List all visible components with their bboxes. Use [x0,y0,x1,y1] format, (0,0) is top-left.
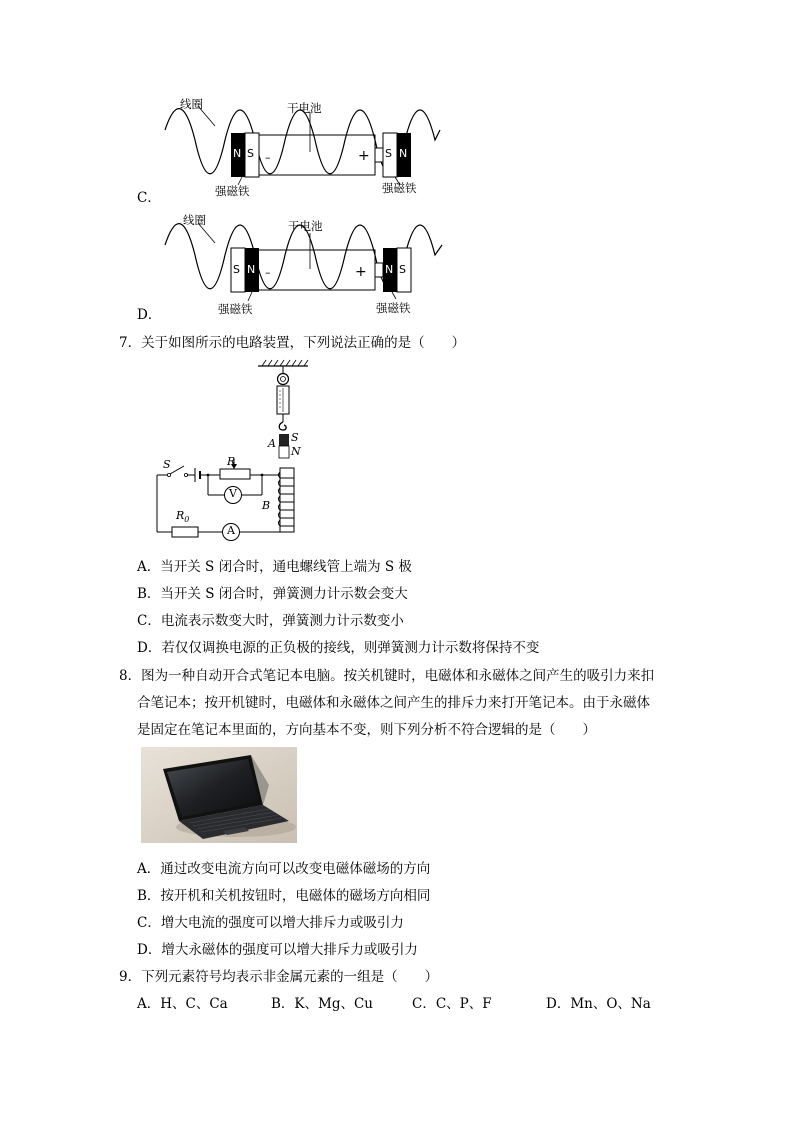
magnet-label-right-c: 强磁铁 [382,181,417,195]
q7-label-n: N [291,445,301,458]
q7-label-r: R [227,455,236,468]
minus-c: – [265,151,271,164]
q7-option-b: B．当开关 S 闭合时，弹簧测力计示数会变大 [137,586,408,602]
q8-option-a: A．通过改变电流方向可以改变电磁体磁场的方向 [137,861,431,877]
right-magnet-n-c: N [399,147,408,160]
q8-stem-line1: 8．图为一种自动开合式笔记本电脑。按关机键时，电磁体和永磁体之间产生的吸引力来扣 [119,668,655,684]
battery-label-c: 干电池 [287,101,322,115]
q9-stem: 9．下列元素符号均表示非金属元素的一组是（ ） [119,969,439,985]
q9-option-b: B．K、Mg、Cu [271,996,373,1012]
q7-label-r0-main: R [176,509,185,522]
coil-label-d: 线圈 [183,213,206,227]
q8-option-c: C．增大电流的强度可以增大排斥力或吸引力 [137,915,404,931]
option-d-label: D． [137,307,162,323]
q7-label-s-switch: S [163,458,171,471]
option-c-label: C． [137,190,161,206]
q7-ammeter-a: A [227,524,235,537]
left-magnet-n-d: N [247,263,256,276]
right-magnet-s-d: S [399,263,406,276]
magnet-label-left-c: 强磁铁 [215,184,250,198]
battery-label-d: 干电池 [288,219,323,233]
left-magnet-s-c: S [247,147,254,160]
right-magnet-s-c: S [385,147,392,160]
q9-option-d: D．Mn、O、Na [546,996,651,1012]
q9-option-a: A．H、C、Ca [137,996,228,1012]
magnet-label-right-d: 强磁铁 [376,301,411,315]
q7-option-a: A．当开关 S 闭合时，通电螺线管上端为 S 极 [137,559,412,575]
coil-label-c: 线圈 [180,97,203,111]
q8-stem-line3: 是固定在笔记本里面的，方向基本不变，则下列分析不符合逻辑的是（ ） [137,722,596,738]
q7-label-r0 [176,509,189,524]
q7-option-c: C．电流表示数变大时，弹簧测力计示数变小 [137,613,404,629]
q7-label-s-top: S [291,431,299,444]
plus-d: + [355,264,367,280]
q7-label-a: A [268,437,276,450]
q7-stem: 7．关于如图所示的电路装置，下列说法正确的是（ ） [119,335,466,351]
left-magnet-n-c: N [233,147,242,160]
magnet-label-left-d: 强磁铁 [218,302,253,316]
left-magnet-s-d: S [233,263,240,276]
plus-c: + [358,148,370,164]
q7-label-b: B [262,499,271,512]
q9-option-c: C．C、P、F [412,996,492,1012]
q7-label-r0-sub: 0 [184,515,190,525]
q8-option-b: B．按开机和关机按钮时，电磁体的磁场方向相同 [137,888,431,904]
q8-laptop-photo [141,747,297,843]
minus-d: – [265,266,271,279]
q7-option-d: D．若仅仅调换电源的正负极的接线，则弹簧测力计示数将保持不变 [137,640,540,656]
right-magnet-n-d: N [385,263,394,276]
q8-stem-line2: 合笔记本；按开机键时，电磁体和永磁体之间产生的排斥力来打开笔记本。由于永磁体 [137,695,650,711]
q8-option-d: D．增大永磁体的强度可以增大排斥力或吸引力 [137,942,418,958]
q7-voltmeter-v: V [229,487,237,500]
